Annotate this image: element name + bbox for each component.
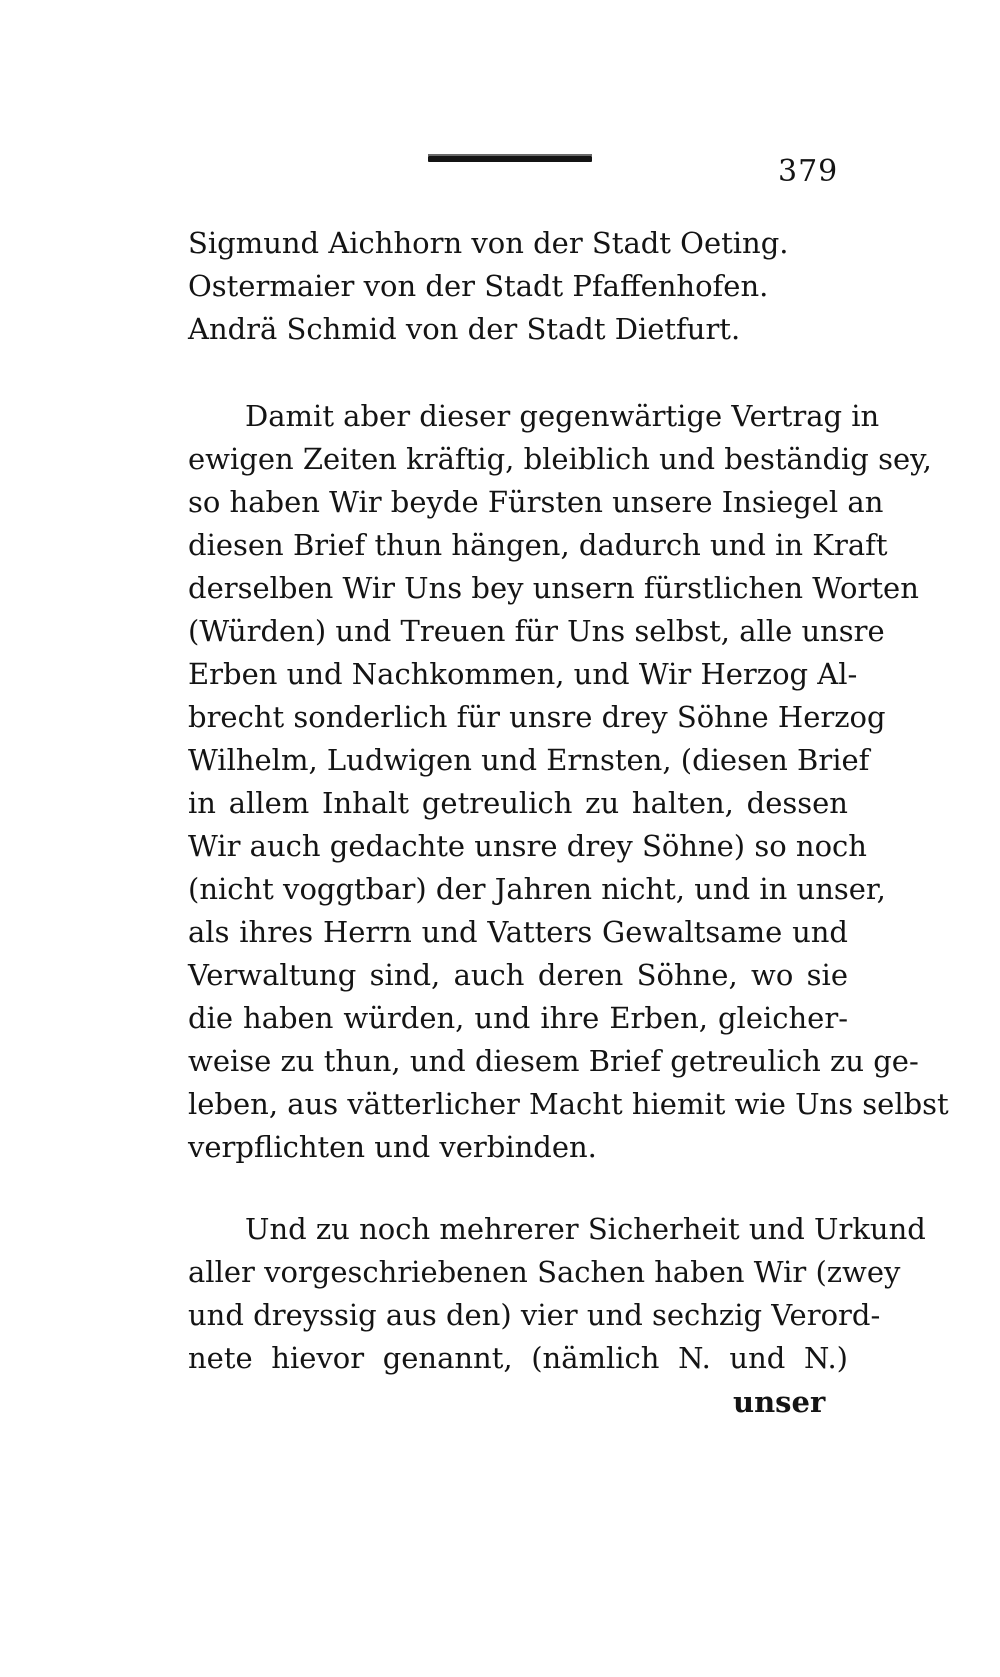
page-number: 379 bbox=[778, 154, 839, 189]
text-line: ewigen Zeiten kräftig, bleiblich und beständig sey, bbox=[188, 442, 932, 476]
paragraph-oath bbox=[188, 395, 949, 1169]
header-rule-ornament bbox=[428, 156, 592, 162]
text-line: so haben Wir beyde Fürsten unsere Insiegel an bbox=[188, 485, 884, 519]
text-line: Wir auch gedachte unsre drey Söhne) so noch bbox=[188, 829, 867, 863]
text-line: die haben würden, und ihre Erben, gleicher- bbox=[188, 1001, 848, 1035]
text-line: Erben und Nachkommen, und Wir Herzog Al- bbox=[188, 657, 858, 691]
text-line: Damit aber dieser gegenwärtige Vertrag in bbox=[245, 399, 880, 433]
text-line: aller vorgeschriebenen Sachen haben Wir (zwey bbox=[188, 1255, 901, 1289]
signer-line: Ostermaier von der Stadt Pfaffenhofen. bbox=[188, 269, 769, 303]
text-line: (Würden) und Treuen für Uns selbst, alle unsre bbox=[188, 614, 885, 648]
text-line: nete hievor genannt, (nämlich N. und N.) bbox=[188, 1341, 848, 1375]
text-line: verpflichten und verbinden. bbox=[188, 1130, 597, 1164]
paragraph-certification bbox=[188, 1208, 926, 1380]
text-line: (nicht voggtbar) der Jahren nicht, und in unser, bbox=[188, 872, 886, 906]
text-line: leben, aus vätterlicher Macht hiemit wie Uns selbst bbox=[188, 1087, 949, 1121]
text-line: Verwaltung sind, auch deren Söhne, wo sie bbox=[188, 958, 848, 992]
text-line: brecht sonderlich für unsre drey Söhne Herzog bbox=[188, 700, 886, 734]
text-line: weise zu thun, und diesem Brief getreulich zu ge- bbox=[188, 1044, 919, 1078]
text-line: Und zu noch mehrerer Sicherheit und Urkund bbox=[245, 1212, 926, 1246]
text-line: in allem Inhalt getreulich zu halten, dessen bbox=[188, 786, 848, 820]
text-line: diesen Brief thun hängen, dadurch und in Kraft bbox=[188, 528, 888, 562]
text-line: als ihres Herrn und Vatters Gewaltsame und bbox=[188, 915, 848, 949]
text-line: derselben Wir Uns bey unsern fürstlichen Worten bbox=[188, 571, 919, 605]
catchword: unser bbox=[733, 1385, 826, 1419]
text-line: Wilhelm, Ludwigen und Ernsten, (diesen Brief bbox=[188, 743, 870, 777]
text-line: und dreyssig aus den) vier und sechzig Verord- bbox=[188, 1298, 881, 1332]
signer-line: Andrä Schmid von der Stadt Dietfurt. bbox=[188, 312, 741, 346]
signers-list bbox=[188, 222, 848, 351]
signer-line: Sigmund Aichhorn von der Stadt Oeting. bbox=[188, 226, 789, 260]
